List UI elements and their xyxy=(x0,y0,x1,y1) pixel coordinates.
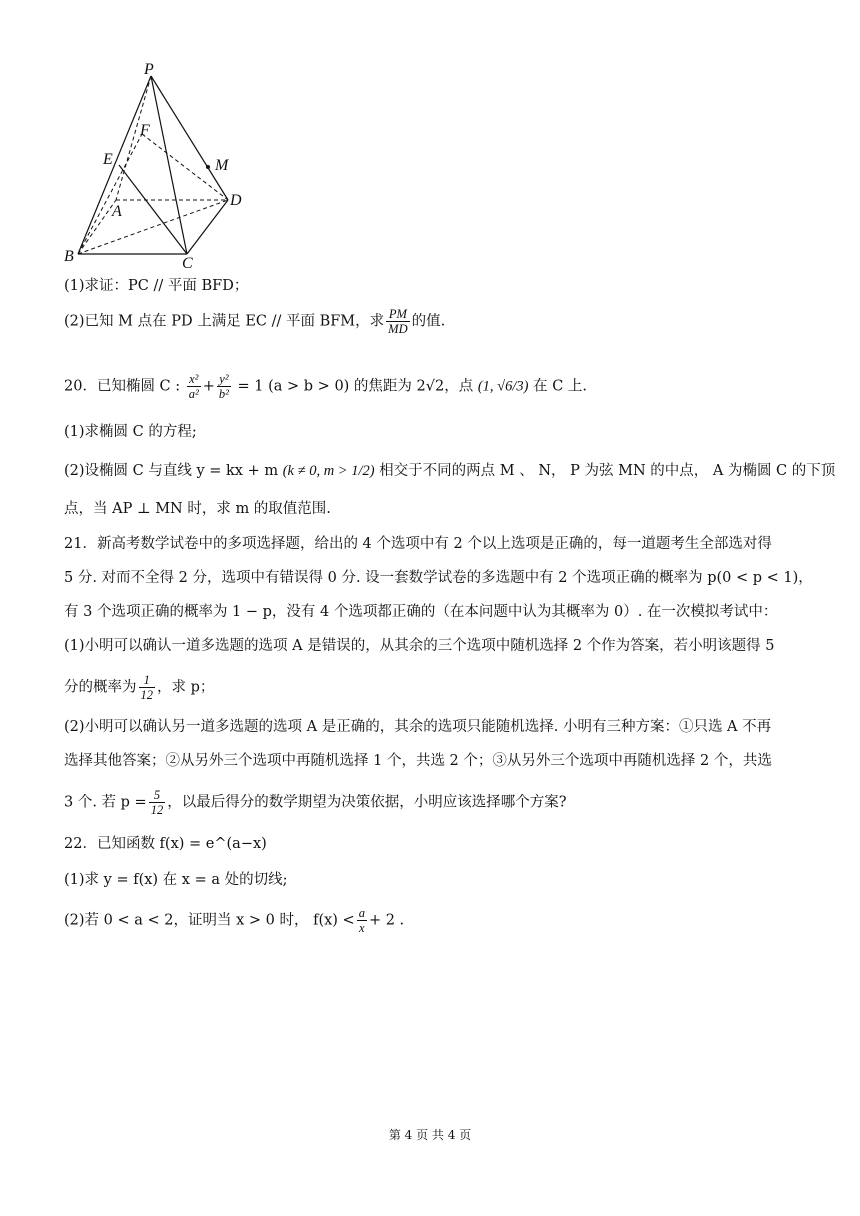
label-d: D xyxy=(230,192,242,209)
q20-part2-line2: 点，当 AP ⊥ MN 时，求 m 的取值范围. xyxy=(64,501,331,517)
page-footer: 第 4 页 共 4 页 xyxy=(388,1128,472,1142)
q21-line2: 5 分. 对而不全得 2 分，选项中有错误得 0 分. 设一套数学试卷的多选题中有 2 个选项正确的概率为 p(0 < p < 1)， xyxy=(64,570,813,586)
q19-part2: (2)已知 M 点在 PD 上满足 EC // 平面 BFM，求 $\frac{PM}{MD}$ 的值. xyxy=(64,307,446,336)
q22-part1: (1)求 y = f(x) 在 x = a 处的切线; xyxy=(64,872,288,888)
q21-part2-line2: 选择其他答案；②从另外三个选项中再随机选择 1 个，共选 2 个；③从另外三个选项中再随机选择 2 个，共选 xyxy=(64,753,772,769)
label-m: M xyxy=(215,157,229,174)
label-a: A xyxy=(112,203,122,220)
label-p: P xyxy=(144,61,154,78)
q22-part2: (2)若 0 < a < 2，证明当 x > 0 时， f(x) < $\frac{a}{x}$ + 2 . xyxy=(64,906,405,935)
label-b: B xyxy=(64,248,74,265)
label-c: C xyxy=(182,255,193,268)
q21-part1-line1: (1)小明可以确认一道多选题的选项 A 是错误的，从其余的三个选项中随机选择 2 个作为答案，若小明该题得 5 xyxy=(64,638,775,654)
q19-part1: (1)求证：PC // 平面 BFD； xyxy=(64,278,249,294)
label-e: E xyxy=(103,151,113,168)
pyramid-figure xyxy=(58,58,268,268)
point-m-dot xyxy=(206,165,210,169)
q20-stem: 20．已知椭圆 C : $\frac{\text{x²}}{\text{a²}}$ + $\frac{\text{y²}}{\text{b²}}$ = 1 (a > b > 0) 的焦距为 2√2，点 (1, √6/3) 在 C 上. xyxy=(64,372,588,401)
q21-line1: 21．新高考数学试卷中的多项选择题，给出的 4 个选项中有 2 个以上选项是正确的，每一道题考生全部选对得 xyxy=(64,536,772,552)
q21-line3: 有 3 个选项正确的概率为 1 − p，没有 4 个选项都正确的（在本问题中认为其概率为 0）. 在一次模拟考试中： xyxy=(64,604,778,620)
q21-part2-line1: (2)小明可以确认另一道多选题的选项 A 是正确的，其余的选项只能随机选择. 小明有三种方案：①只选 A 不再 xyxy=(64,719,772,735)
pm-md-fraction: $\frac{PM}{MD}$ xyxy=(388,307,408,336)
pyramid-diagram xyxy=(58,58,268,268)
q22-stem: 22．已知函数 f(x) = e^(a−x) xyxy=(64,836,267,852)
point-coords: (1, √6/3) xyxy=(477,378,529,395)
q20-part1: (1)求椭圆 C 的方程; xyxy=(64,424,197,440)
q21-part2-line3: 3 个. 若 p = $\frac{5}{12}$ ，以最后得分的数学期望为决策依据，小明应该选择哪个方案? xyxy=(64,788,567,817)
q21-part1-line2: 分的概率为 $\frac{1}{12}$ ，求 p； xyxy=(64,673,215,702)
label-f: F xyxy=(140,122,150,139)
q20-part2-line1: (2)设椭圆 C 与直线 y = kx + m (k ≠ 0, m > 1/2) 相交于不同的两点 M 、 N， P 为弦 MN 的中点， A 为椭圆 C 的下顶 xyxy=(64,463,836,479)
